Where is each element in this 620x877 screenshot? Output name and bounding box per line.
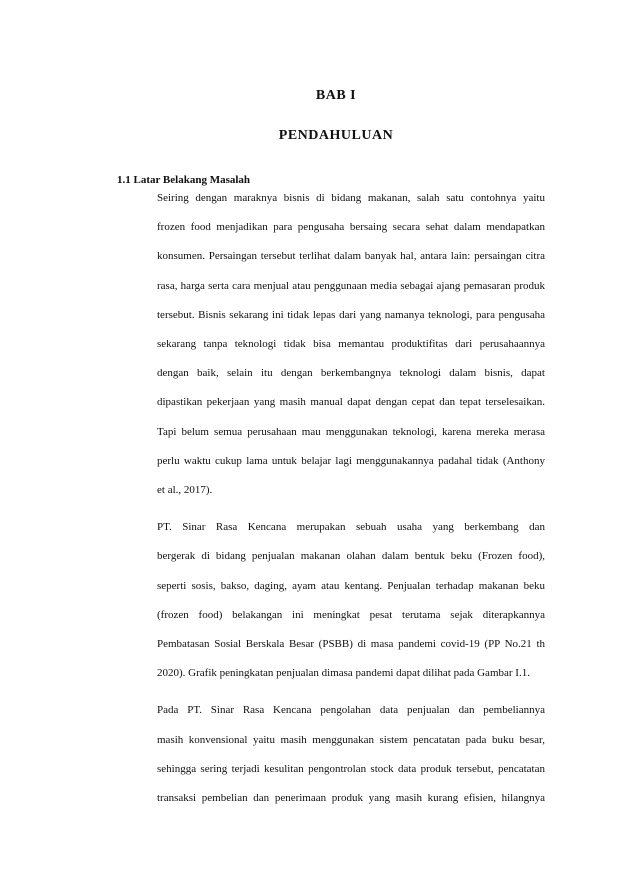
text-line: transaksi pembelian dan penerimaan produk yang masih kurang efisien, hilangnya (157, 792, 545, 805)
text-line: dengan baik, selain itu dengan berkembangnya teknologi dalam bisnis, dapat (157, 367, 545, 380)
text-line: masih konvensional yaitu masih menggunakan sistem pencatatan pada buku besar, (157, 733, 545, 746)
text-line: frozen food menjadikan para pengusaha bersaing secara sehat dalam mendapatkan (157, 221, 545, 234)
text-line: tersebut. Bisnis sekarang ini tidak lepas dari yang namanya teknologi, para pengusaha (157, 308, 545, 321)
text-line: konsumen. Persaingan tersebut terlihat dalam banyak hal, antara lain: persaingan citra (157, 250, 545, 263)
text-line: Seiring dengan maraknya bisnis di bidang makanan, salah satu contohnya yaitu (157, 192, 545, 204)
text-line: perlu waktu cukup lama untuk belajar lagi menggunakannya padahal tidak (Anthony (157, 454, 545, 467)
chapter-label: BAB I (315, 88, 357, 103)
paragraph-3 (117, 696, 545, 813)
text-line: sehingga sering terjadi kesulitan pengontrolan stock data produk tersebut, pencatatan (157, 762, 545, 775)
text-line: Pembatasan Sosial Berskala Besar (PSBB) di masa pandemi covid-19 (PP No.21 th (157, 638, 545, 651)
body-text (117, 184, 545, 813)
paragraph-2 (117, 513, 545, 688)
section-heading: 1.1 Latar Belakang Masalah (117, 174, 251, 186)
text-line: sekarang tanpa teknologi tidak bisa memantau produktifitas dari perusahaannya (157, 338, 545, 351)
text-line: seperti sosis, bakso, daging, ayam atau kentang. Penjualan terhadap makanan beku (157, 579, 545, 592)
text-line: dipastikan pekerjaan yang masih manual dapat dengan cepat dan tepat terselesaikan. (157, 396, 545, 409)
chapter-title: PENDAHULUAN (278, 128, 394, 143)
text-line: (frozen food) belakangan ini meningkat pesat terutama sejak diterapkannya (157, 608, 545, 621)
text-line: 2020). Grafik peningkatan penjualan dimasa pandemi dapat dilihat pada Gambar I.1. (157, 667, 530, 680)
text-line: PT. Sinar Rasa Kencana merupakan sebuah usaha yang berkembang dan (157, 521, 545, 534)
text-line: Tapi belum semua perusahaan mau menggunakan teknologi, karena mereka merasa (157, 425, 545, 438)
text-line: Pada PT. Sinar Rasa Kencana pengolahan data penjualan dan pembeliannya (157, 704, 545, 717)
text-line: bergerak di bidang penjualan makanan olahan dalam bentuk beku (Frozen food), (157, 550, 545, 563)
text-line: et al., 2017). (157, 484, 213, 497)
paragraph-1 (117, 184, 545, 505)
text-line: rasa, harga serta cara menjual atau penggunaan media sebagai ajang pemasaran produk (157, 279, 545, 292)
